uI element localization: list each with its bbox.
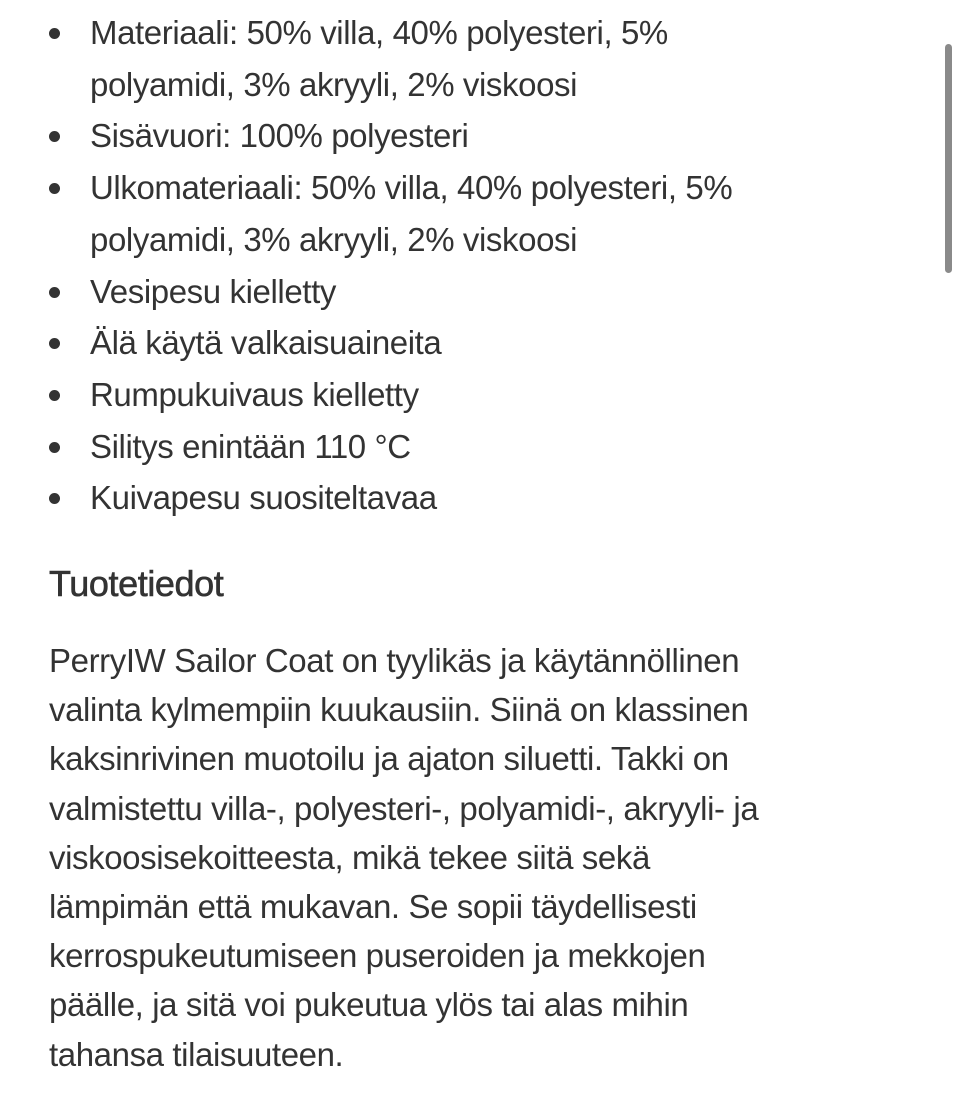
description-line: viskoosisekoitteesta, mikä tekee siitä sekä <box>49 838 650 876</box>
product-info-heading: Tuotetiedot <box>49 563 224 604</box>
bullet-icon <box>49 493 60 504</box>
description-line: PerryIW Sailor Coat on tyylikäs ja käytännöllinen <box>49 642 740 679</box>
list-item-text: polyamidi, 3% akryyli, 2% viskoosi <box>90 65 578 103</box>
list-item-text: Älä käytä valkaisuaineita <box>90 324 442 362</box>
list-item-text: Vesipesu kielletty <box>90 272 336 310</box>
list-item <box>0 317 732 369</box>
product-details-list <box>0 7 732 524</box>
description-line: valinta kylmempiin kuukausiin. Siinä on klassinen <box>49 691 749 729</box>
list-item-text: Rumpukuivaus kielletty <box>90 375 419 413</box>
list-item <box>0 472 732 524</box>
bullet-icon <box>49 442 60 453</box>
list-item <box>0 162 732 265</box>
list-item-text: polyamidi, 3% akryyli, 2% viskoosi <box>90 220 578 258</box>
list-item-text: Silitys enintään 110 °C <box>90 427 411 465</box>
list-item-text: Sisävuori: 100% polyesteri <box>90 117 469 155</box>
bullet-icon <box>49 28 60 39</box>
description-line: lämpimän että mukavan. Se sopii täydellisesti <box>49 888 697 926</box>
bullet-icon <box>49 287 60 298</box>
bullet-icon <box>49 183 60 194</box>
bullet-icon <box>49 390 60 401</box>
list-item <box>0 421 732 473</box>
list-item-text: Kuivapesu suositeltavaa <box>90 479 437 517</box>
list-item <box>0 110 732 162</box>
bullet-icon <box>49 338 60 349</box>
scrollbar[interactable] <box>945 44 952 273</box>
list-item <box>0 7 732 110</box>
description-line: tahansa tilaisuuteen. <box>49 1035 344 1073</box>
product-description <box>49 636 758 1079</box>
description-line: kerrospukeutumiseen puseroiden ja mekkojen <box>49 937 706 975</box>
description-line: kaksinrivinen muotoilu ja ajaton siluetti. Takki on <box>49 740 729 778</box>
description-line: valmistettu villa-, polyesteri-, polyamidi-, akryyli- ja <box>49 789 759 827</box>
list-item <box>0 369 732 421</box>
list-item <box>0 266 732 318</box>
bullet-icon <box>49 131 60 142</box>
list-item-text: Materiaali: 50% villa, 40% polyesteri, 5% <box>90 14 668 51</box>
description-line: päälle, ja sitä voi pukeutua ylös tai alas mihin <box>49 986 689 1024</box>
list-item-text: Ulkomateriaali: 50% villa, 40% polyesteri, 5% <box>90 169 733 207</box>
